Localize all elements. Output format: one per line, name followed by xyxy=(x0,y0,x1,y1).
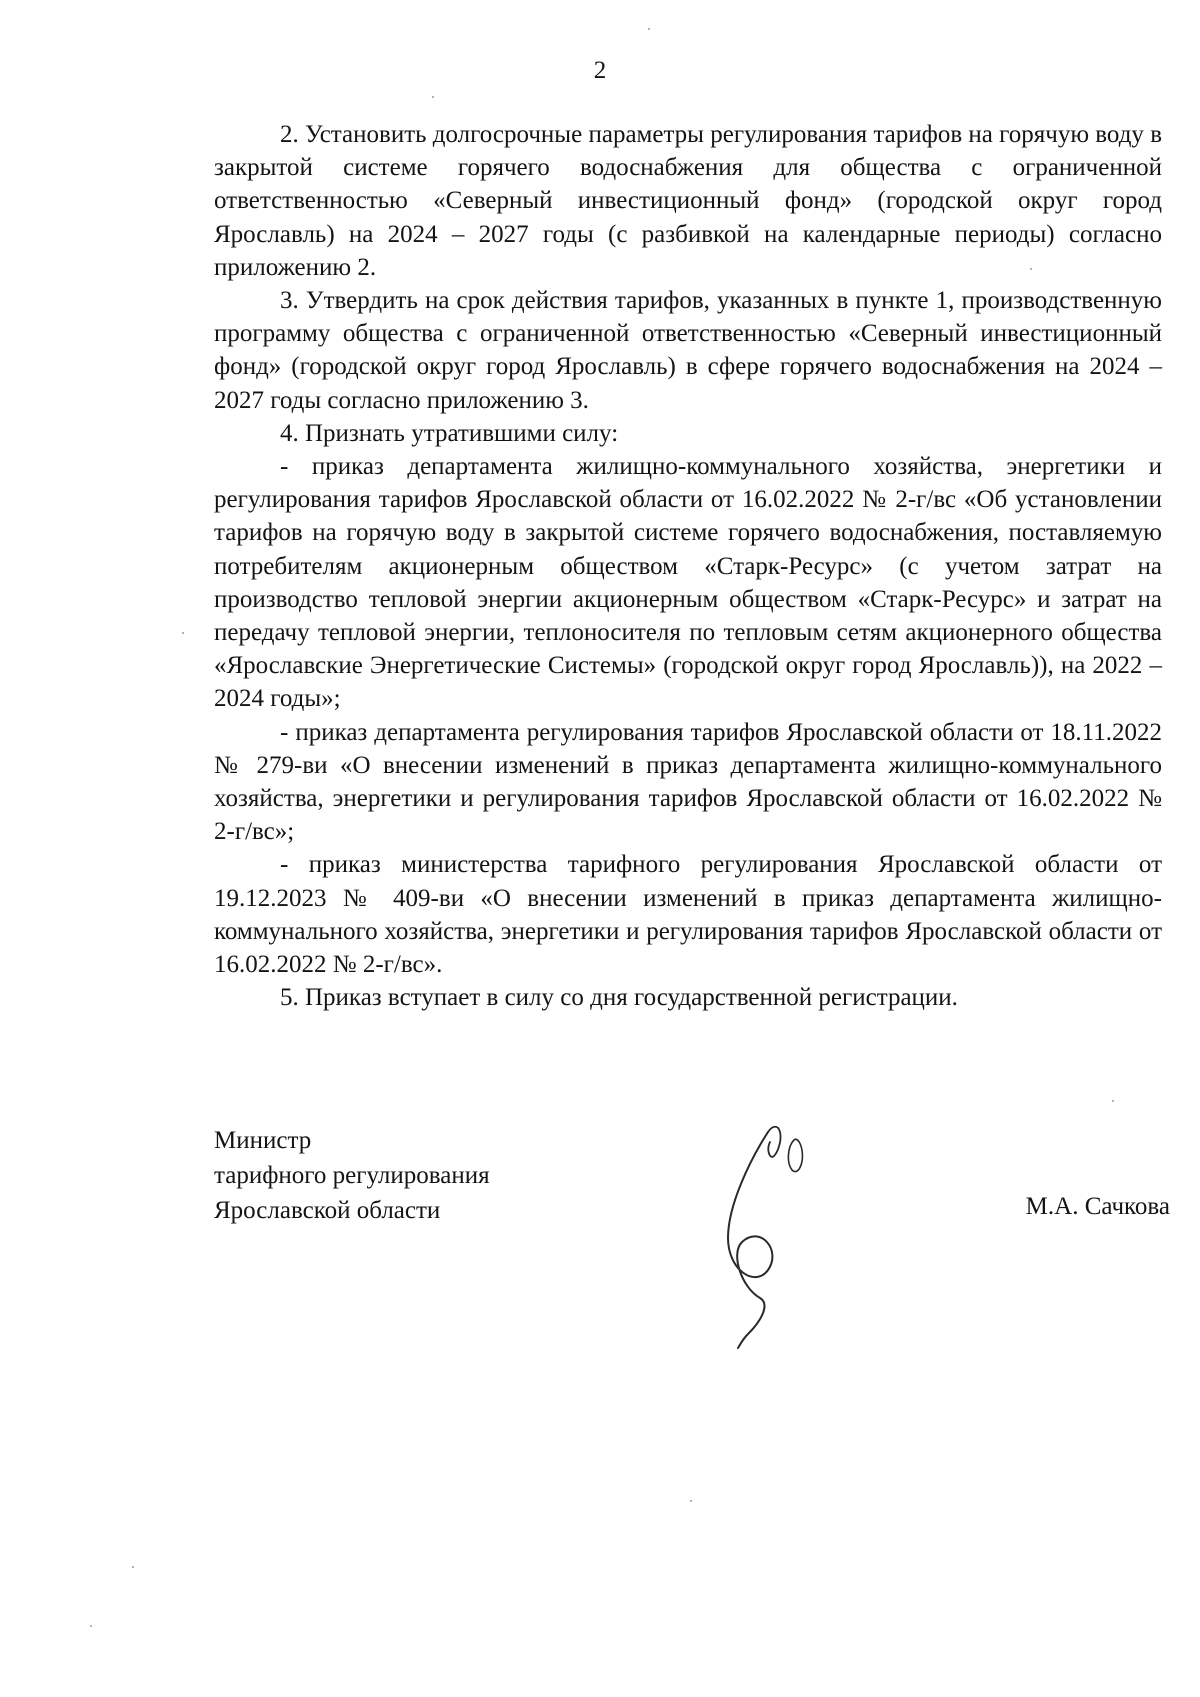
paragraph-item-2: 2. Установить долгосрочные параметры регулирования тарифов на горячую воду в закрытой системе горячего водоснабжения для общества с ограниченной ответственностью «Северный инвестиционный фонд» (городской округ город Ярославль) на 2024 – 2027 годы (с разбивкой на календарные периоды) согласно приложению 2. xyxy=(214,121,1162,281)
signatory-title-line: тарифного регулирования xyxy=(214,1162,490,1189)
scan-speck xyxy=(1030,268,1032,270)
signatory-title xyxy=(214,1123,490,1228)
repealed-order-3: - приказ министерства тарифного регулирования Ярославской области от 19.12.2023 № 409-ви «О внесении изменений в приказ департамента жилищно-коммунального хозяйства, энергетики и регулирования тарифов Ярославской области от 16.02.2022 № 2-г/вс». xyxy=(214,851,1162,979)
scan-speck xyxy=(432,96,434,98)
repealed-order-1: - приказ департамента жилищно-коммунального хозяйства, энергетики и регулирования тарифов Ярославской области от 16.02.2022 № 2-г/вс «Об установлении тарифов на горячую воду в закрытой системе горячего водоснабжения, поставляемую потребителям акционерным обществом «Старк-Ресурс» (с учетом затрат на производство тепловой энергии акционерным обществом «Старк-Ресурс» и затрат на передачу тепловой энергии, теплоносителя по тепловым сетям акционерного общества «Ярославские Энергетические Системы» (городской округ город Ярославль)), на 2022 – 2024 годы»; xyxy=(214,453,1162,713)
scan-speck xyxy=(1112,1100,1114,1102)
scan-speck xyxy=(182,632,184,634)
scan-speck xyxy=(132,1566,134,1568)
scan-speck xyxy=(90,1625,92,1627)
repealed-order-2: - приказ департамента регулирования тарифов Ярославской области от 18.11.2022 № 279-ви «О внесении изменений в приказ департамента жилищно-коммунального хозяйства, энергетики и регулирования тарифов Ярославской области от 16.02.2022 № 2-г/вс»; xyxy=(214,718,1162,846)
page-number: 2 xyxy=(593,57,607,84)
signatory-name: М.А. Сачкова xyxy=(1025,1193,1170,1220)
signatory-title-line: Ярославской области xyxy=(214,1197,441,1224)
paragraph-item-5: 5. Приказ вступает в силу со дня государственной регистрации. xyxy=(280,984,958,1012)
scan-speck xyxy=(648,28,650,30)
scan-speck xyxy=(690,1500,692,1502)
signatory-title-line: Министр xyxy=(214,1127,312,1154)
document-body xyxy=(214,118,1162,1014)
paragraph-item-3: 3. Утвердить на срок действия тарифов, указанных в пункте 1, производственную программу общества с ограниченной ответственностью «Северный инвестиционный фонд» (городской округ город Ярославль) в сфере горячего водоснабжения на 2024 – 2027 годы согласно приложению 3. xyxy=(214,287,1162,414)
handwritten-signature xyxy=(720,1120,850,1350)
paragraph-item-4: 4. Признать утратившими силу: xyxy=(280,419,619,447)
